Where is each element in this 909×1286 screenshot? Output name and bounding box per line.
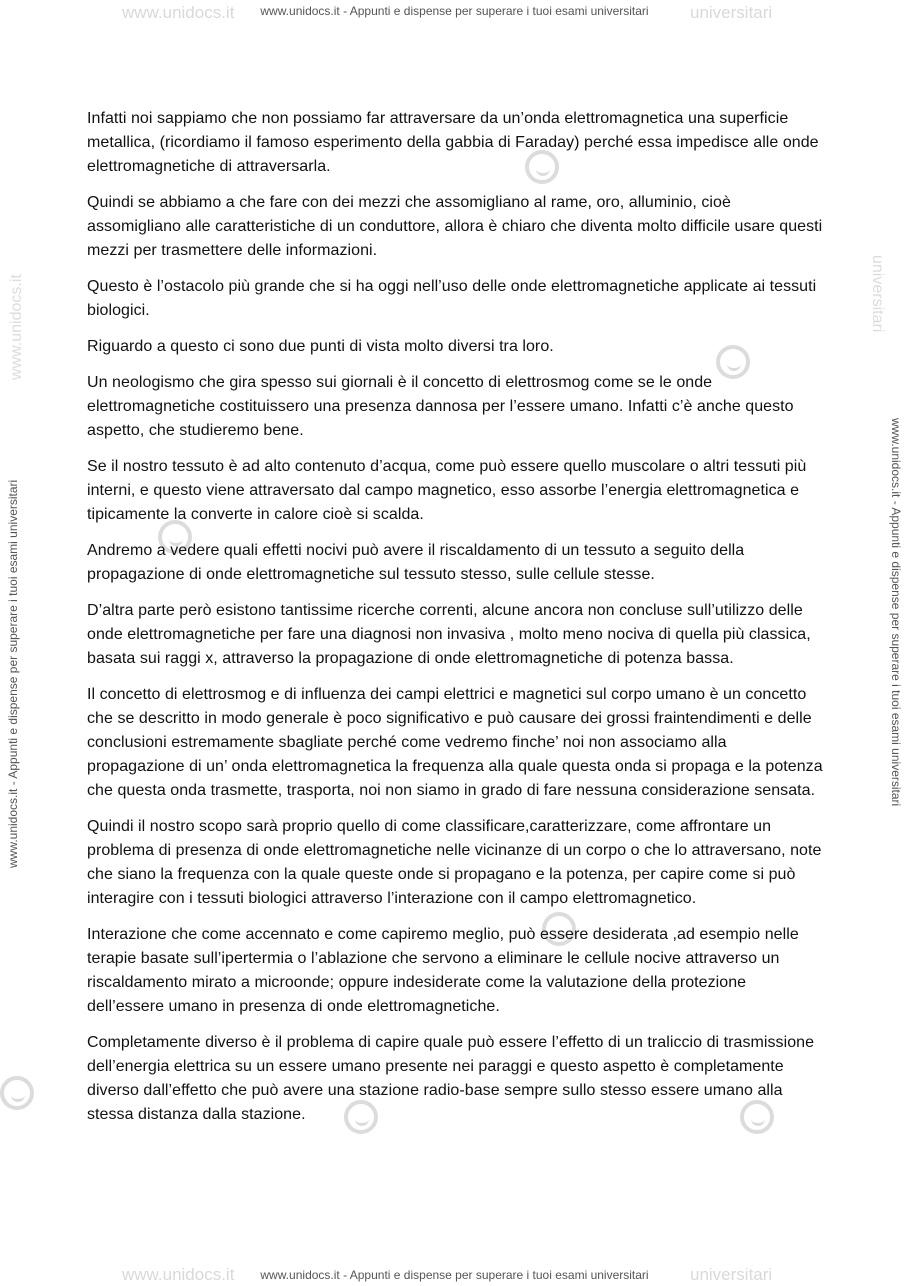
paragraph: Quindi il nostro scopo sarà proprio quello di come classificare,caratterizzare, come affrontare un problema di presenza di onde elettromagnetiche nelle vicinanze di un corpo o che lo attraversano, note che siano la frequenza con la quale queste onde si propagano e la potenza, per capire come si può interagire con i tessuti biologici attraverso l’interazione con il campo elettromagnetico.	[87, 818, 822, 907]
faint-watermark-word: universitari	[690, 3, 773, 22]
paragraph: Il concetto di elettrosmog e di influenza dei campi elettrici e magnetici sul corpo umano è un concetto che se descritto in modo generale è poco significativo e può causare dei grossi fraintendimenti e delle conclusioni estremamente sbagliate perché come vedremo finche’ noi non associamo alla propagazione di un’ onda elettromagnetica la frequenza alla quale questa onda si propaga e la potenza che questa onda trasmette, trasporta, noi non siamo in grado di fare nessuna considerazione sensata.	[87, 686, 823, 799]
faint-watermark-site: www.unidocs.it	[122, 3, 235, 22]
paragraph: Andremo a vedere quali effetti nocivi può avere il riscaldamento di un tessuto a seguito della propagazione di onde elettromagnetiche sul tessuto stesso, sulle cellule stesse.	[87, 542, 745, 583]
footer-watermark: www.unidocs.it - Appunti e dispense per superare i tuoi esami universitari	[260, 1268, 649, 1282]
paragraph: Completamente diverso è il problema di capire quale può essere l’effetto di un traliccio di trasmissione dell’energia elettrica su un essere umano presente nei paraggi e questo aspetto è completamente diverso dall’effetto che può avere una stazione radio-base sempre sullo stesso essere umano alla stessa distanza dalla stazione.	[87, 1034, 815, 1123]
faint-side-watermark-right: universitari	[869, 255, 886, 333]
right-side-watermark: www.unidocs.it - Appunti e dispense per superare i tuoi esami universitari	[889, 418, 903, 807]
faint-watermark-word-bottom: universitari	[690, 1265, 773, 1284]
document-body	[87, 107, 825, 1139]
paragraph: Infatti noi sappiamo che non possiamo far attraversare da un’onda elettromagnetica una superficie metallica, (ricordiamo il famoso esperimento della gabbia di Faraday) perché essa impedisce alle onde elettromagnetiche di attraversarla.	[87, 110, 819, 175]
paragraph: Questo è l’ostacolo più grande che si ha oggi nell’uso delle onde elettromagnetiche applicate ai tessuti biologici.	[87, 278, 817, 319]
paragraph: Riguardo a questo ci sono due punti di vista molto diversi tra loro.	[87, 338, 554, 355]
paragraph: Un neologismo che gira spesso sui giornali è il concetto di elettrosmog come se le onde elettromagnetiche costituissero una presenza dannosa per l’essere umano. Infatti c’è anche questo aspetto, che studieremo bene.	[87, 374, 794, 439]
paragraph: D’altra parte però esistono tantissime ricerche correnti, alcune ancora non concluse sull’utilizzo delle onde elettromagnetiche per fare una diagnosi non invasiva , molto meno nociva di quella più classica, basata sui raggi x, attraverso la propagazione di onde elettromagnetiche di potenza bassa.	[87, 602, 811, 667]
left-side-watermark: www.unidocs.it - Appunti e dispense per superare i tuoi esami universitari	[6, 479, 20, 868]
paragraph: Interazione che come accennato e come capiremo meglio, può essere desiderata ,ad esempio nelle terapie basate sull’ipertermia o l’ablazione che servono a eliminare le cellule nocive attraverso un riscaldamento mirato a microonde; oppure indesiderate come la valutazione della protezione dell’essere umano in presenza di onde elettromagnetiche.	[87, 926, 799, 1015]
faint-side-watermark-left: www.unidocs.it	[8, 274, 25, 380]
header-watermark: www.unidocs.it - Appunti e dispense per superare i tuoi esami universitari	[260, 4, 649, 18]
faint-watermark-site-bottom: www.unidocs.it	[122, 1265, 235, 1284]
watermark-logo-icon	[0, 1076, 34, 1110]
paragraph: Quindi se abbiamo a che fare con dei mezzi che assomigliano al rame, oro, alluminio, cioè assomigliano alle caratteristiche di un conduttore, allora è chiaro che diventa molto difficile usare questi mezzi per trasmettere delle informazioni.	[87, 194, 823, 259]
paragraph: Se il nostro tessuto è ad alto contenuto d’acqua, come può essere quello muscolare o altri tessuti più interni, e questo viene attraversato dal campo magnetico, esso assorbe l’energia elettromagnetica e tipicamente la converte in calore cioè si scalda.	[87, 458, 807, 523]
